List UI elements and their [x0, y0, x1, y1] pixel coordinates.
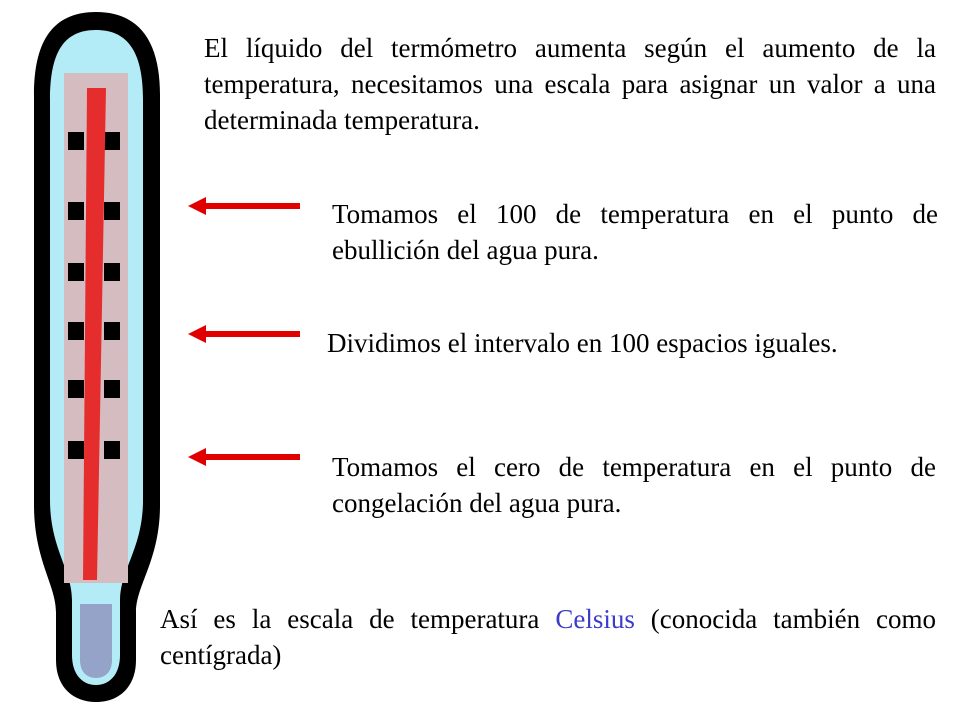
boiling-point-text: Tomamos el 100 de temperatura en el punto de ebullición del agua pura.	[332, 199, 938, 265]
freezing-point-text: Tomamos el cero de temperatura en el punto de congelación del agua pura.	[332, 452, 936, 518]
thermometer-icon	[0, 0, 175, 720]
conclusion-text	[160, 601, 936, 673]
left-arrow-icon	[184, 322, 304, 346]
conclusion-text-end: (conocida también como centígrada)	[160, 604, 936, 670]
interval-text: Dividimos el intervalo en 100 espacios iguales.	[327, 328, 838, 358]
intro-text: El líquido del termómetro aumenta según el aumento de la temperatura, necesitamos una escala para asignar un valor a una determinada temperatura.	[204, 33, 936, 135]
celsius-highlight: Celsius	[555, 604, 635, 634]
conclusion-text-start: Así es la escala de temperatura	[160, 604, 556, 634]
thermometer-bulb	[80, 604, 112, 678]
left-arrow-icon	[184, 445, 304, 469]
left-arrow-icon	[184, 194, 304, 218]
